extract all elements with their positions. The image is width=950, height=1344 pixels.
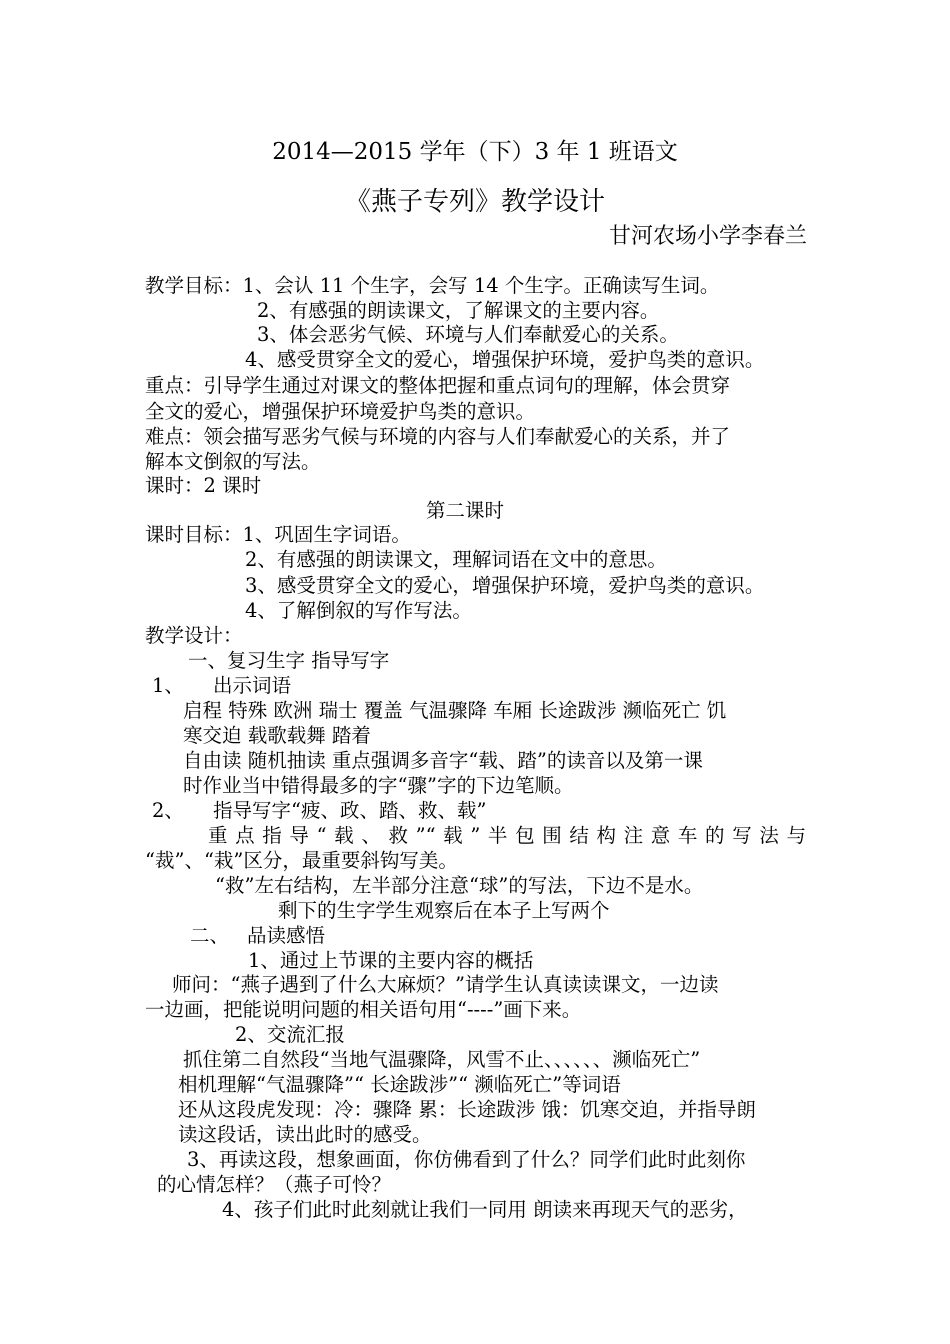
section-2-step-1: 1、通过上节课的主要内容的概括	[248, 949, 534, 972]
periods: 课时：2 课时	[145, 474, 262, 497]
difficulties-line-2: 解本文倒叙的写法。	[145, 450, 321, 473]
objective-1: 教学目标：1、会认 11 个生字，会写 14 个生字。正确读写生词。	[145, 274, 720, 297]
author-line: 甘河农场小学李春兰	[608, 224, 807, 249]
reading-line-2: 时作业当中错得最多的字“骤”字的下边笔顺。	[183, 774, 574, 797]
lesson-objective-3: 3、感受贯穿全文的爱心，增强保护环境，爱护鸟类的意识。	[245, 574, 765, 597]
section-2-step-2: 2、交流汇报	[235, 1023, 345, 1046]
difficulties-line-1: 难点：领会描写恶劣气候与环境的内容与人们奉献爱心的关系，并了	[145, 425, 731, 448]
objective-4: 4、感受贯穿全文的爱心，增强保护环境，爱护鸟类的意识。	[245, 348, 765, 371]
lesson-objective-4: 4、了解倒叙的写作写法。	[245, 599, 472, 622]
paragraph-focus: 抓住第二自然段“当地气温骤降，风雪不止、、、、、、濒临死亡”	[183, 1048, 701, 1071]
word-understanding: 相机理解“气温骤降”“ 长途跋涉”“ 濒临死亡”等词语	[178, 1073, 621, 1096]
words-line-2: 寒交迫 载歌载舞 踏着	[183, 724, 371, 747]
key-points-line-1: 重点：引导学生通过对课文的整体把握和重点词句的理解，体会贯穿	[145, 374, 731, 397]
lesson-objective-2: 2、有感强的朗读课文，理解词语在文中的意思。	[245, 548, 667, 571]
teacher-question-line-1: 师问：“燕子遇到了什么大麻烦？”请学生认真读读课文，一边读	[172, 973, 719, 996]
design-label: 教学设计：	[145, 624, 243, 647]
section-2-step-3-line-1: 3、再读这段，想象画面，你仿佛看到了什么？同学们此时此刻你	[187, 1148, 746, 1171]
remaining-characters-note: 剩下的生字学生观察后在本子上写两个	[278, 899, 610, 922]
objective-2: 2、有感强的朗读课文，了解课文的主要内容。	[257, 299, 660, 322]
section-2-number: 二、	[190, 924, 230, 947]
reading-line-1: 自由读 随机抽读 重点强调多音字“载、踏”的读音以及第一课	[183, 749, 703, 772]
section-1-heading: 一、复习生字 指导写字	[188, 649, 390, 672]
words-line-1: 启程 特殊 欧洲 瑞士 覆盖 气温骤降 车厢 长途跋涉 濒临死亡 饥	[183, 699, 727, 722]
section-2-step-4: 4、孩子们此时此刻就让我们一同用 朗读来再现天气的恶劣，	[222, 1198, 748, 1221]
key-points-line-2: 全文的爱心，增强保护环境爱护鸟类的意识。	[145, 400, 536, 423]
item-2-number: 2、	[152, 799, 184, 822]
lesson-objective-1: 课时目标：1、巩固生字词语。	[145, 523, 411, 546]
teacher-question-line-2: 一边画，把能说明问题的相关语句用“----”画下来。	[145, 998, 582, 1021]
item-1-text: 出示词语	[213, 674, 292, 697]
writing-guide-line-1: 重点指导“载、救”“载”半包围结构注意车的写法与	[208, 824, 806, 847]
findings-line-2: 读这段话，读出此时的感受。	[178, 1123, 432, 1146]
jiu-character-note: “救”左右结构，左半部分注意“球”的写法，下边不是水。	[215, 874, 704, 897]
item-2-text: 指导写字“疲、政、踏、救、载”	[213, 799, 487, 822]
class-header: 2014—2015 学年（下）3 年 1 班语文	[272, 139, 678, 165]
lesson-title: 第二课时	[426, 499, 505, 522]
section-2-heading: 品读感悟	[247, 924, 326, 947]
objective-3: 3、体会恶劣气候、环境与人们奉献爱心的关系。	[257, 323, 679, 346]
findings-line-1: 还从这段虎发现：冷：骤降 累：长途跋涉 饿：饥寒交迫，并指导朗	[178, 1098, 756, 1121]
writing-guide-line-2: “裁”、“栽”区分，最重要斜钩写美。	[145, 849, 458, 872]
item-1-number: 1、	[152, 674, 184, 697]
page-title: 《燕子专列》教学设计	[344, 187, 605, 217]
section-2-step-3-line-2: 的心情怎样？（燕子可怜？	[157, 1173, 392, 1196]
